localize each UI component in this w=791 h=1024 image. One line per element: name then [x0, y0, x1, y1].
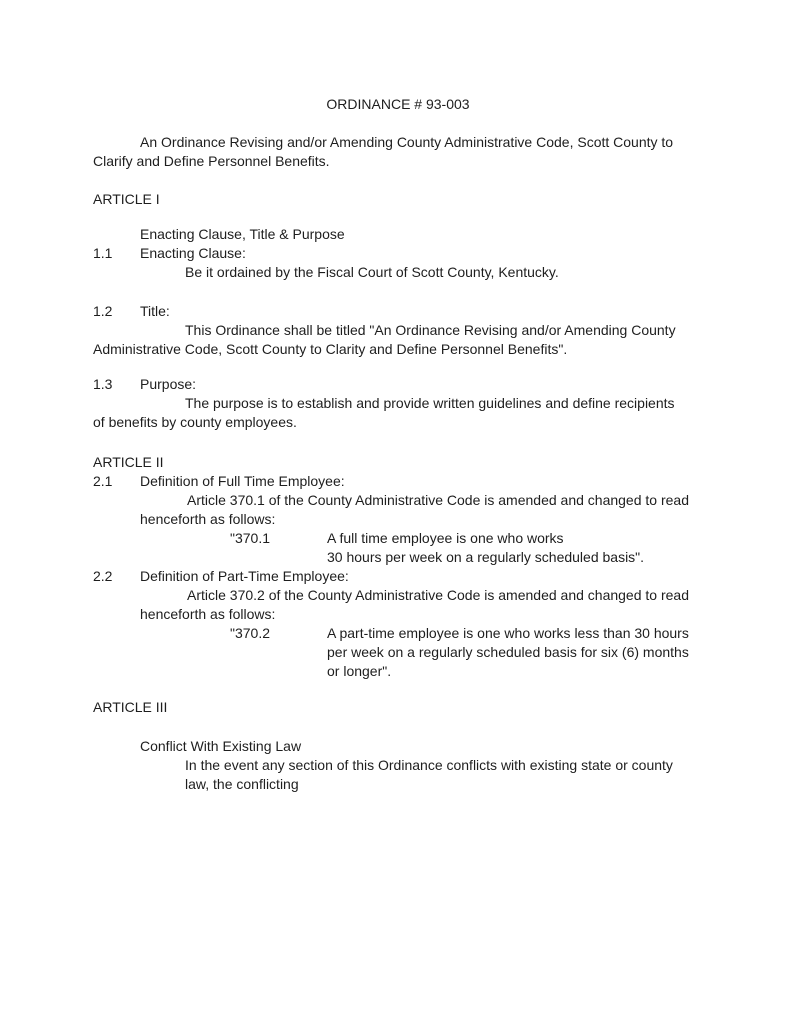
clause-370-2 — [230, 624, 703, 681]
section-2-2-body: Article 370.2 of the County Administrative Code is amended and changed to read henceforth as follows: — [140, 587, 689, 622]
section-2-2-label: Definition of Part-Time Employee: — [140, 568, 349, 584]
section-1-2-body: This Ordinance shall be titled "An Ordinance Revising and/or Amending County Administrative Code, Scott County to Clarity and Define Personnel Benefits". — [93, 322, 676, 357]
section-2-1-label: Definition of Full Time Employee: — [140, 473, 345, 489]
clause-370-2-text: A part-time employee is one who works less than 30 hours per week on a regularly scheduled basis for six (6) months or longer". — [327, 625, 689, 679]
section-2-1-number: 2.1 — [93, 473, 113, 489]
section-1-2-number: 1.2 — [93, 303, 113, 319]
ordinance-number-title: ORDINANCE # 93-003 — [326, 96, 470, 112]
section-1-1-number: 1.1 — [93, 245, 113, 261]
intro-paragraph: An Ordinance Revising and/or Amending County Administrative Code, Scott County to Clarify and Define Personnel Benefits. — [93, 134, 674, 169]
section-1-3-body: The purpose is to establish and provide written guidelines and define recipients of benefits by county employees. — [93, 395, 675, 430]
section-1-3 — [93, 375, 703, 432]
section-2-1 — [93, 472, 703, 567]
section-1-2-row — [93, 302, 703, 321]
section-2-2 — [93, 567, 703, 681]
section-1-1-row — [93, 244, 703, 263]
clause-370-2-number: "370.2 — [230, 625, 271, 641]
clause-370-1 — [230, 529, 703, 567]
section-1-2-label: Title: — [140, 303, 170, 319]
section-1-3-label: Purpose: — [140, 376, 197, 392]
section-1-3-row — [93, 375, 703, 394]
article-1-subheading: Enacting Clause, Title & Purpose — [140, 226, 345, 242]
section-1-2 — [93, 302, 703, 359]
section-1-3-number: 1.3 — [93, 376, 113, 392]
section-2-1-body: Article 370.1 of the County Administrative Code is amended and changed to read henceforth as follows: — [140, 492, 689, 527]
section-2-2-row — [93, 567, 703, 586]
article-3-text: In the event any section of this Ordinance conflicts with existing state or county law, the conflicting — [185, 757, 673, 792]
article-3-body — [93, 737, 703, 794]
section-1-1 — [93, 225, 703, 282]
article-3-subheading: Conflict With Existing Law — [140, 738, 302, 754]
article-3-heading: ARTICLE III — [93, 699, 168, 715]
section-1-1-label: Enacting Clause: — [140, 245, 246, 261]
section-1-1-body: Be it ordained by the Fiscal Court of Scott County, Kentucky. — [185, 264, 559, 280]
article-2-heading: ARTICLE II — [93, 454, 164, 470]
section-2-1-row — [93, 472, 703, 491]
clause-370-1-text: A full time employee is one who works 30 hours per week on a regularly scheduled basis". — [327, 530, 645, 565]
article-1-heading: ARTICLE I — [93, 191, 160, 207]
section-2-2-number: 2.2 — [93, 568, 113, 584]
clause-370-1-number: "370.1 — [230, 530, 271, 546]
